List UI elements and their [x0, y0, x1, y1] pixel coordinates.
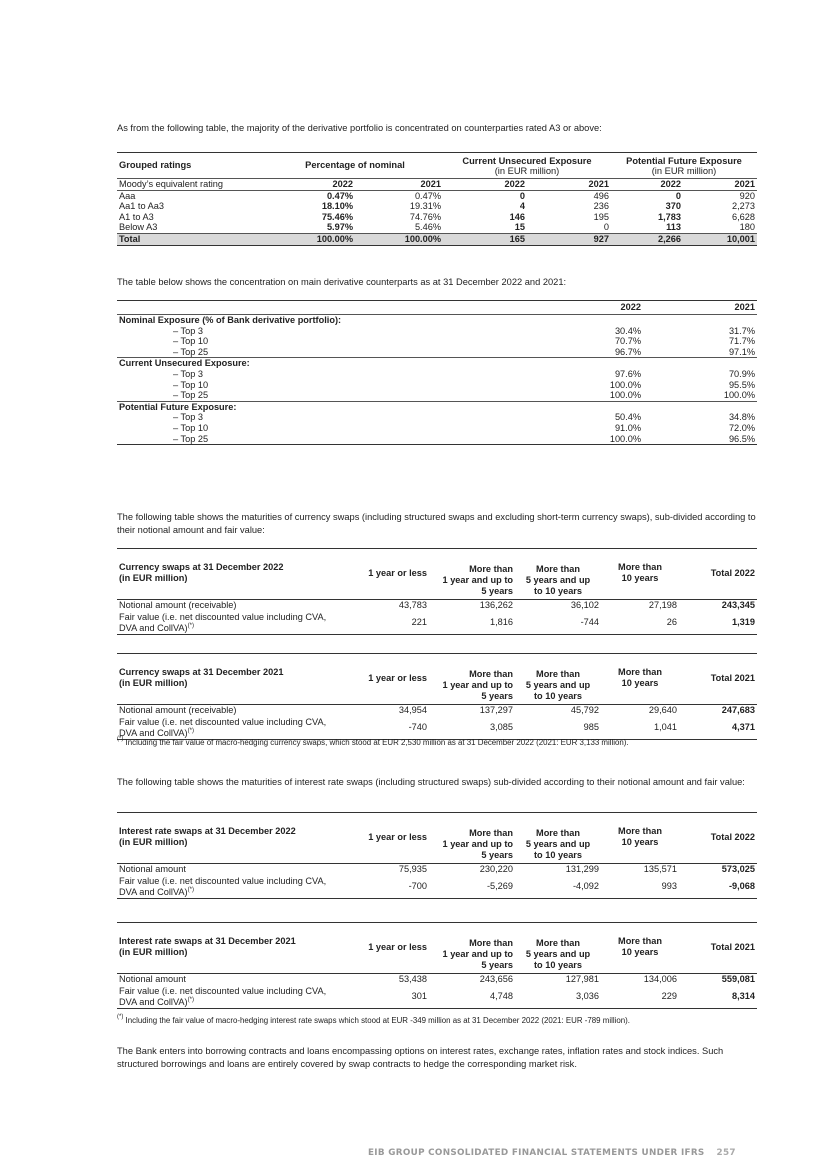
cell: 573,025 [721, 864, 755, 875]
cell: 496 [593, 190, 609, 201]
table-row [117, 864, 757, 876]
cell: 0.47% [414, 190, 441, 201]
ratings-intro: As from the following table, the majority of the derivative portfolio is concentrated on counterparties rated A3 or above: [117, 123, 602, 133]
group-title-row [117, 315, 757, 326]
table-row [117, 336, 757, 347]
cell: 195 [593, 211, 609, 222]
cell: 1,783 [658, 211, 681, 222]
footer-title: EIB GROUP CONSOLIDATED FINANCIAL STATEMENTS UNDER IFRS [368, 1148, 705, 1158]
cell: 10,001 [683, 233, 757, 245]
table-row [117, 875, 757, 899]
cell: 43,783 [398, 600, 427, 611]
cell: 100.0% [609, 379, 641, 390]
cell: 26 [601, 611, 679, 635]
table-row [117, 347, 757, 358]
table-row [117, 369, 757, 380]
col-more-than-10-years: More than 10 years [601, 549, 679, 600]
cell: 243,656 [479, 974, 513, 985]
col-5-to-10-years: More than 5 years and up to 10 years [515, 923, 601, 974]
cell: 96.7% [614, 346, 641, 357]
cell: 135,571 [643, 864, 677, 875]
cell: 927 [527, 233, 611, 245]
cell: 243,345 [721, 600, 755, 611]
item-label: – Top 25 [173, 346, 209, 357]
cell: 4,371 [679, 716, 757, 740]
year-cell: 2021 [683, 179, 757, 191]
page-footer [368, 1148, 736, 1158]
col-total: Total 2021 [679, 923, 757, 974]
cell: 127,981 [565, 974, 599, 985]
row-label: Fair value (i.e. net discounted value including CVA, DVA and CollVA)(*) [117, 875, 355, 899]
ratings-year-row [117, 179, 757, 191]
currency-swaps-2022-table [117, 548, 757, 635]
cell: 136,262 [479, 600, 513, 611]
cell: 0 [527, 222, 611, 233]
table-row [117, 326, 757, 337]
cell: 4,748 [429, 985, 515, 1009]
cell: -4,092 [515, 875, 601, 899]
group-title: Nominal Exposure (% of Bank derivative portfolio): [119, 315, 342, 325]
concentration-year-row [117, 301, 757, 315]
cell: 15 [443, 222, 527, 233]
cell: 985 [515, 716, 601, 740]
cell: 180 [683, 222, 757, 233]
col-1-to-5-years: More than 1 year and up to 5 years [429, 549, 515, 600]
cell: 97.6% [614, 368, 641, 379]
row-label: Notional amount [119, 974, 186, 985]
ratings-table [117, 152, 757, 246]
cell: 113 [611, 222, 683, 233]
table-title: Currency swaps at 31 December 2022 (in EUR million) [117, 549, 355, 600]
year-cell: 2022 [611, 179, 683, 191]
cell: 27,198 [648, 600, 677, 611]
cell: 920 [739, 190, 755, 201]
col-1-to-5-years: More than 1 year and up to 5 years [429, 813, 515, 864]
cell: 2,273 [732, 201, 755, 212]
item-label: – Top 3 [173, 412, 203, 423]
cell: 0 [519, 190, 525, 201]
group-title-row [117, 401, 757, 412]
cell: 45,792 [570, 705, 599, 716]
item-label: – Top 10 [173, 379, 209, 390]
cell: 19.31% [409, 201, 441, 212]
header-grouped-ratings: Grouped ratings [117, 153, 267, 179]
col-1-to-5-years: More than 1 year and up to 5 years [429, 654, 515, 705]
table-row [117, 423, 757, 434]
table-row [117, 611, 757, 635]
cell: 100.0% [723, 390, 755, 401]
cell: 72.0% [728, 422, 755, 433]
header-potential-future-exposure: Potential Future Exposure (in EUR million) [611, 153, 757, 179]
cell: -740 [355, 716, 429, 740]
interest-rate-swaps-intro: The following table shows the maturities of interest rate swaps (including structured swaps) sub-divided according to their notional amount and fair value: [117, 777, 745, 787]
rating-label: Aaa [119, 190, 136, 201]
group-title-row [117, 358, 757, 369]
col-total: Total 2022 [679, 813, 757, 864]
year-cell: 2021 [355, 179, 443, 191]
cell: 0.47% [326, 190, 353, 201]
cell: 34,954 [398, 705, 427, 716]
cell: 1,041 [601, 716, 679, 740]
table-title: Interest rate swaps at 31 December 2021 (in EUR million) [117, 923, 355, 974]
cell: 165 [443, 233, 527, 245]
table-title: Currency swaps at 31 December 2021 (in EUR million) [117, 654, 355, 705]
col-1-year-or-less: 1 year or less [355, 654, 429, 705]
item-label: – Top 10 [173, 422, 209, 433]
moodys-label: Moody’s equivalent rating [117, 179, 267, 191]
row-label: Notional amount (receivable) [119, 705, 237, 716]
item-label: – Top 10 [173, 336, 209, 347]
cell: 1,319 [679, 611, 757, 635]
table-title: Interest rate swaps at 31 December 2022 (in EUR million) [117, 813, 355, 864]
cell: 236 [593, 201, 609, 212]
cell: 96.5% [643, 434, 757, 445]
year-cell: 2021 [527, 179, 611, 191]
concentration-table [117, 300, 757, 445]
table-row [117, 212, 757, 223]
cell: 0 [675, 190, 681, 201]
item-label: – Top 25 [173, 390, 209, 401]
header-current-unsecured-exposure: Current Unsecured Exposure (in EUR million) [443, 153, 611, 179]
cell: 3,036 [515, 985, 601, 1009]
cell: 301 [355, 985, 429, 1009]
cell: 30.4% [614, 325, 641, 336]
cell: 559,081 [721, 974, 755, 985]
cell: 70.7% [614, 336, 641, 347]
interest-rate-swaps-2022-table [117, 812, 757, 899]
col-1-year-or-less: 1 year or less [355, 923, 429, 974]
group-title: Potential Future Exposure: [117, 401, 757, 412]
cell: -5,269 [429, 875, 515, 899]
cell: 75.46% [321, 211, 353, 222]
closing-paragraph: The Bank enters into borrowing contracts and loans encompassing options on interest rates, exchange rates, inflation rates and stock indices. Such structured borrowings and loans are entirely covered by swap contracts to hedge the corresponding market risk. [117, 1046, 724, 1069]
cell: 8,314 [679, 985, 757, 1009]
cell: 230,220 [479, 864, 513, 875]
cell: 70.9% [728, 368, 755, 379]
cell: -744 [515, 611, 601, 635]
col-1-year-or-less: 1 year or less [355, 813, 429, 864]
cell: 97.1% [728, 346, 755, 357]
cell: 75,935 [398, 864, 427, 875]
col-1-year-or-less: 1 year or less [355, 549, 429, 600]
cell: 100.00% [355, 233, 443, 245]
year-cell: 2022 [267, 179, 355, 191]
cell: -9,068 [679, 875, 757, 899]
row-label: Fair value (i.e. net discounted value including CVA, DVA and CollVA)(*) [117, 611, 355, 635]
concentration-intro: The table below shows the concentration on main derivative counterparts as at 31 December 2022 and 2021: [117, 277, 567, 287]
cell: 34.8% [728, 412, 755, 423]
table-row [117, 201, 757, 212]
cell: 6,628 [732, 211, 755, 222]
col-more-than-10-years: More than 10 years [601, 813, 679, 864]
cell: 2,266 [611, 233, 683, 245]
rating-label: A1 to A3 [119, 211, 154, 222]
cell: 1,816 [429, 611, 515, 635]
cell: 53,438 [398, 974, 427, 985]
group-title: Current Unsecured Exposure: [117, 358, 757, 369]
col-5-to-10-years: More than 5 years and up to 10 years [515, 813, 601, 864]
page-number: 257 [716, 1148, 736, 1158]
currency-swaps-footnote: (*) Including the fair value of macro-hedging currency swaps, which stood at EUR 2,530 million as at 31 December 2022 (2021: EUR 3,133 million). [117, 736, 629, 747]
col-more-than-10-years: More than 10 years [601, 923, 679, 974]
cell: 370 [665, 201, 681, 212]
cell: 5.97% [267, 222, 355, 233]
cell: 50.4% [614, 412, 641, 423]
cell: 993 [601, 875, 679, 899]
total-label: Total [117, 233, 267, 245]
item-label: – Top 25 [117, 434, 577, 445]
cell: 221 [355, 611, 429, 635]
cell: 29,640 [648, 705, 677, 716]
item-label: – Top 3 [173, 368, 203, 379]
cell: 131,299 [565, 864, 599, 875]
table-row [117, 985, 757, 1009]
cell: 134,006 [643, 974, 677, 985]
cell: 100.0% [609, 390, 641, 401]
table-row [117, 600, 757, 612]
year-cell: 2021 [643, 301, 757, 315]
year-cell: 2022 [577, 301, 643, 315]
cell: -700 [355, 875, 429, 899]
cell: 5.46% [355, 222, 443, 233]
cell: 100.0% [577, 434, 643, 445]
cell: 4 [519, 201, 525, 212]
header-percentage-nominal: Percentage of nominal [267, 153, 443, 179]
cell: 3,085 [429, 716, 515, 740]
col-1-to-5-years: More than 1 year and up to 5 years [429, 923, 515, 974]
item-label: – Top 3 [173, 325, 203, 336]
table-row [117, 974, 757, 986]
table-row [117, 390, 757, 401]
cell: 95.5% [728, 379, 755, 390]
table-row [117, 190, 757, 201]
row-label: Notional amount (receivable) [119, 600, 237, 611]
table-row [117, 380, 757, 391]
cell: 74.76% [409, 211, 441, 222]
table-row [117, 412, 757, 423]
cell: 146 [509, 211, 525, 222]
table-row [117, 705, 757, 717]
col-5-to-10-years: More than 5 years and up to 10 years [515, 549, 601, 600]
table-row [117, 222, 757, 233]
cell: 100.00% [267, 233, 355, 245]
cell: 137,297 [479, 705, 513, 716]
col-total: Total 2021 [679, 654, 757, 705]
cell: 36,102 [570, 600, 599, 611]
cell: 31.7% [728, 325, 755, 336]
cell: 71.7% [728, 336, 755, 347]
cell: 91.0% [614, 422, 641, 433]
currency-swaps-2021-table [117, 653, 757, 740]
cell: 247,683 [721, 705, 755, 716]
year-cell: 2022 [443, 179, 527, 191]
currency-swaps-intro: The following table shows the maturities of currency swaps (including structured swaps and excluding short-term currency swaps), sub-divided according to their notional amount and fair value: [117, 512, 756, 535]
rating-label: Below A3 [117, 222, 267, 233]
interest-rate-swaps-footnote: (*) Including the fair value of macro-hedging interest rate swaps which stood at EUR -349 million as at 31 December 2022 (2021: EUR -789 million). [117, 1014, 630, 1025]
rating-label: Aa1 to Aa3 [119, 201, 164, 212]
col-more-than-10-years: More than 10 years [601, 654, 679, 705]
cell: 18.10% [321, 201, 353, 212]
col-5-to-10-years: More than 5 years and up to 10 years [515, 654, 601, 705]
interest-rate-swaps-2021-table [117, 922, 757, 1009]
row-label: Notional amount [119, 864, 186, 875]
total-row [117, 233, 757, 245]
col-total: Total 2022 [679, 549, 757, 600]
cell: 229 [601, 985, 679, 1009]
row-label: Fair value (i.e. net discounted value including CVA, DVA and CollVA)(*) [117, 985, 355, 1009]
table-row [117, 716, 757, 740]
row-label: Fair value (i.e. net discounted value including CVA, DVA and CollVA)(*) [117, 716, 355, 740]
table-row [117, 434, 757, 445]
